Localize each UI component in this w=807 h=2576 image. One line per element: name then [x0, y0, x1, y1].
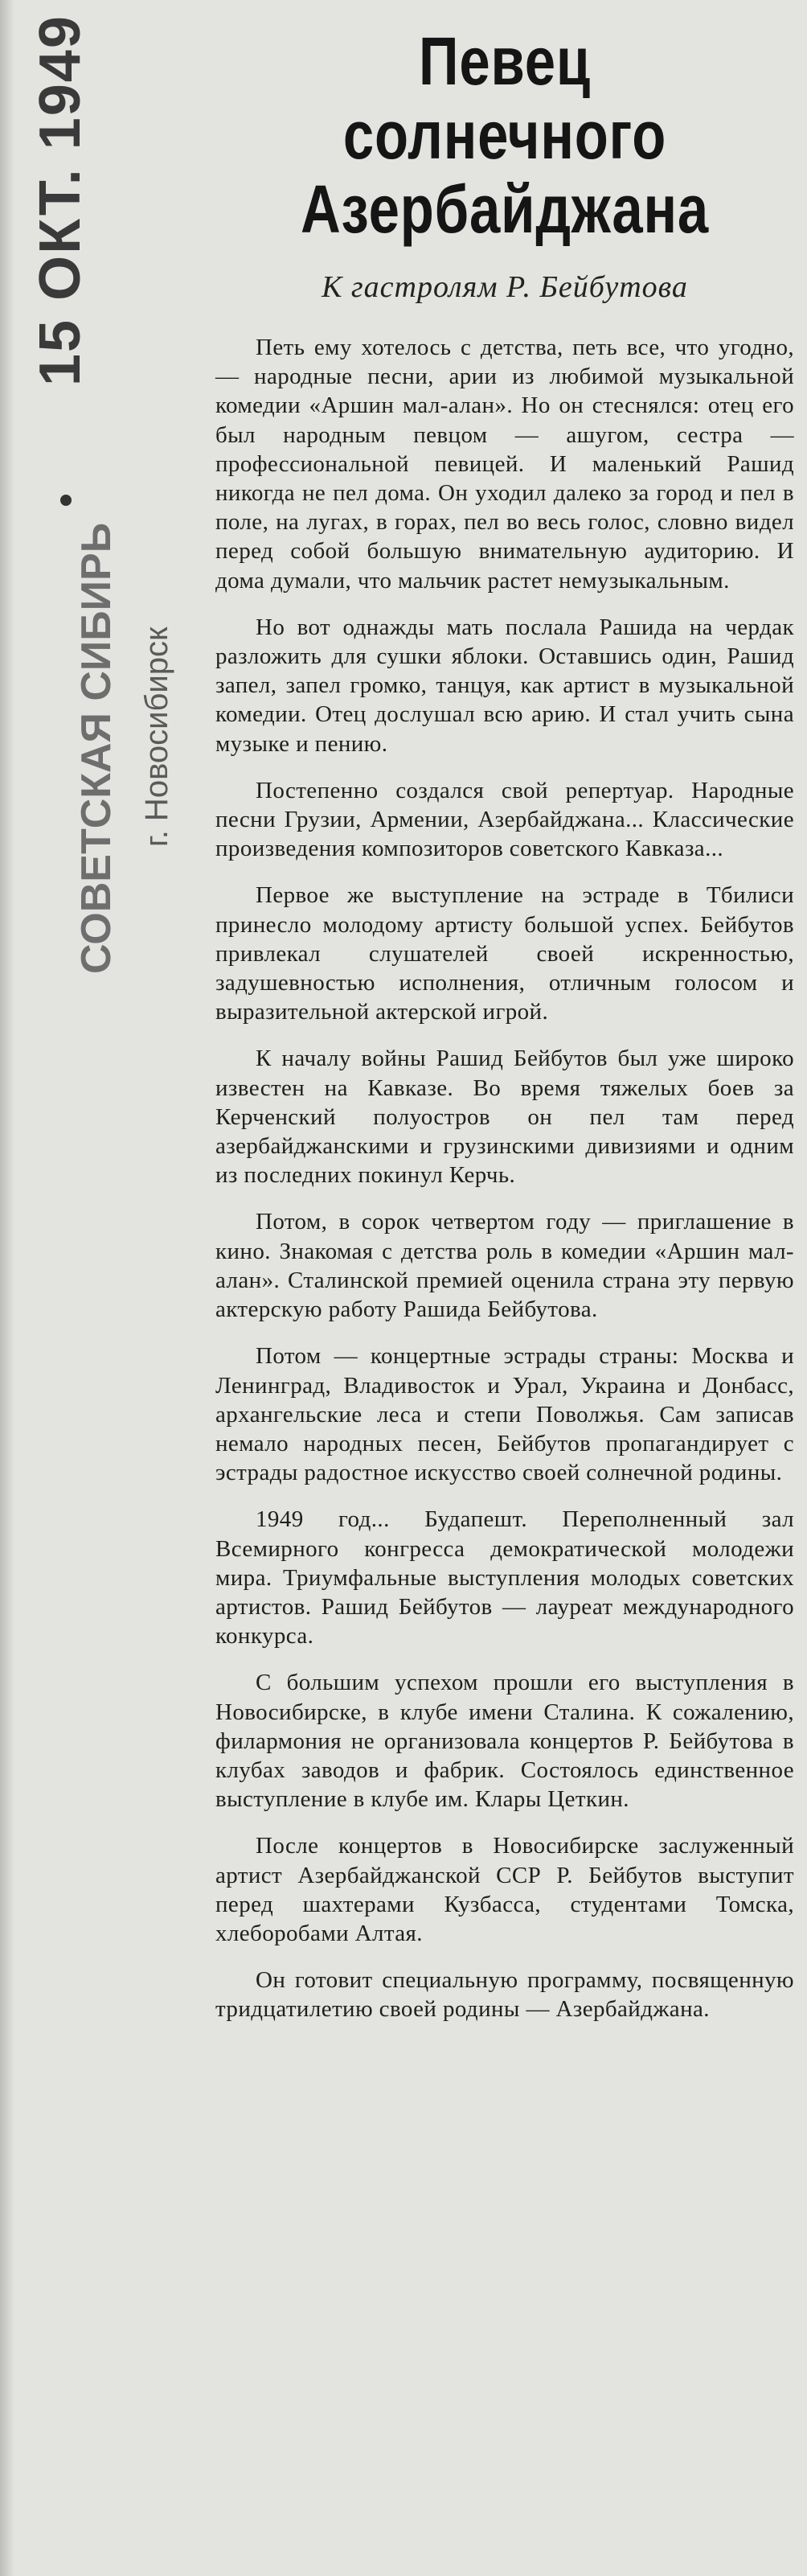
article-subtitle: К гастролям Р. Бейбутова: [322, 270, 688, 304]
article-paragraph: Петь ему хотелось с детства, петь все, что угодно, — народные песни, арии из любимой музыкальной комедии «Аршин мал-алан». Но он стеснялся: отец его был народным певцом — ашугом, сестра — профессиональной певицей. И маленький Рашид никогда не пел дома. Он уходил далеко за город и пел в поле, на лугах, в горах, пел во весь голос, словно видел перед собой большую внимательную аудиторию. И дома думали, что мальчик растет немузыкальным.: [215, 335, 794, 594]
article-paragraph: Потом, в сорок четвертом году — приглашение в кино. Знакомая с детства роль в комедии «Аршин мал-алан». Сталинской премией оценила страна эту первую актерскую работу Рашида Бейбутова.: [215, 1209, 794, 1323]
article-paragraph: Постепенно создался свой репертуар. Народные песни Грузии, Армении, Азербайджана... Классические произведения композиторов советского Кавказа...: [215, 777, 794, 862]
headline-line-1: Певец солнечного: [342, 23, 667, 173]
article-paragraph: Первое же выступление на эстраде в Тбилиси принесло молодому артисту большой успех. Бейбутов привлекал слушателей своей искренностью, задушевностью исполнения, отличным голосом и выразительной актерской игрой.: [215, 882, 794, 1025]
article-paragraph: С большим успехом прошли его выступления в Новосибирске, в клубе имени Сталина. К сожалению, филармония не организовала концертов Р. Бейбутова в клубах заводов и фабрик. Состоялось единственное выступление в клубе им. Клары Цеткин.: [215, 1670, 794, 1813]
article-paragraph: После концертов в Новосибирске заслуженный артист Азербайджанской ССР Р. Бейбутов выступит перед шахтерами Кузбасса, студентами Томска, хлеборобами Алтая.: [215, 1833, 794, 1946]
article-paragraph: Он готовит специальную программу, посвященную тридцатилетию своей родины — Азербайджана.: [215, 1967, 794, 2023]
article-paragraph: Но вот однажды мать послала Рашида на чердак разложить для сушки яблоки. Оставшись один, Рашид запел, запел громко, танцуя, как артист в музыкальной комедии. Отец дослушал всю арию. И стал учить сына музыке и пению.: [215, 614, 794, 757]
headline-line-2: Азербайджана: [300, 171, 710, 247]
archive-stamp: [24, 14, 225, 1046]
stamp-city: г. Новосибирск: [139, 627, 174, 848]
stamp-dot: [60, 495, 72, 506]
article-paragraph: 1949 год... Будапешт. Переполненный зал Всемирного конгресса демократической молодежи мира. Триумфальные выступления молодых советских артистов. Рашид Бейбутов — лауреат международного конкурса.: [215, 1506, 794, 1650]
article: [215, 24, 794, 2042]
article-paragraph: К началу войны Рашид Бейбутов был уже широко известен на Кавказе. Во время тяжелых боев за Керченский полуостров он пел там перед азербайджанскими и грузинскими дивизиями и одним из последних покинул Керчь.: [215, 1046, 794, 1189]
article-body: [215, 333, 794, 2024]
article-paragraph: Потом — концертные эстрады страны: Москва и Ленинград, Владивосток и Урал, Украина и Донбасс, архангельские леса и степи Поволжья. Сам записав немало народных песен, Бейбутов пропагандирует с эстрады радостное искусство своей солнечной родины.: [215, 1343, 794, 1486]
stamp-date: 15 ОКТ. 1949: [28, 14, 92, 386]
article-headline: [268, 24, 742, 246]
stamp-newspaper-name: СОВЕТСКАЯ СИБИРЬ: [73, 523, 120, 975]
paper-edge: [0, 0, 14, 2576]
